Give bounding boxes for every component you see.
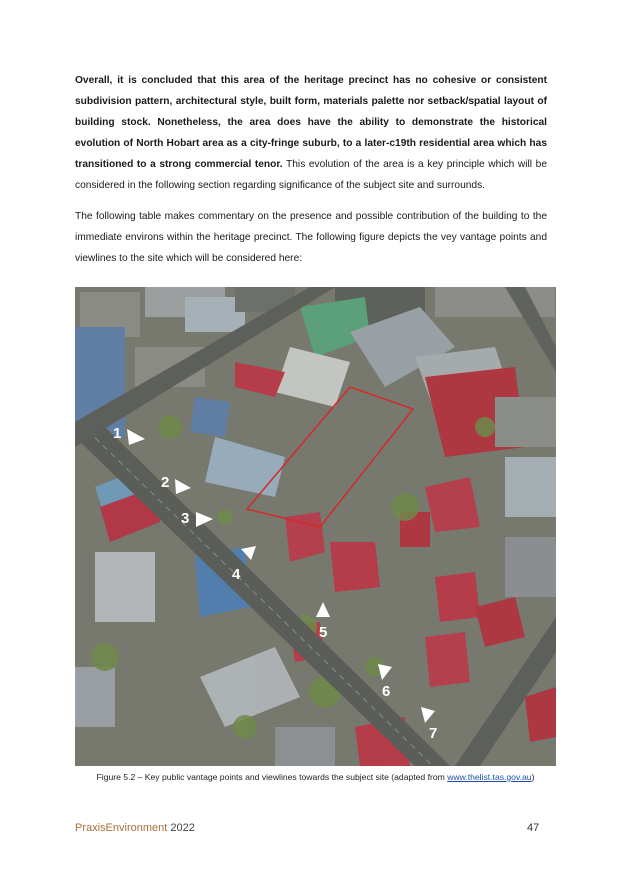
footer-brand bbox=[75, 822, 195, 834]
svg-text:5: 5 bbox=[319, 624, 328, 641]
svg-text:2: 2 bbox=[161, 474, 170, 491]
svg-text:3: 3 bbox=[181, 510, 190, 527]
aerial-map-figure bbox=[75, 287, 556, 766]
footer-org: PraxisEnvironment bbox=[75, 822, 168, 834]
figure-caption bbox=[75, 772, 556, 782]
svg-text:6: 6 bbox=[382, 683, 391, 700]
conclusion-bold-text: Overall, it is concluded that this area of the heritage precinct has no cohesive or consistent subdivision pattern, architectural style, built form, materials palette nor setback/spatial layout of building stock. Nonetheless, the area does have the ability to demonstrate the historical evolution of North Hobart area as a city-fringe suburb, to a later-c19th residential area which has transitioned to a strong commercial tenor. bbox=[75, 75, 547, 170]
svg-text:4: 4 bbox=[232, 566, 241, 583]
table-intro-paragraph: The following table makes commentary on the presence and possible contribution of the building to the immediate environs within the heritage precinct. The following figure depicts the vey vantage points and viewlines to the site which will be considered here: bbox=[75, 211, 547, 264]
footer-year: 2022 bbox=[167, 822, 195, 834]
svg-text:7: 7 bbox=[429, 725, 438, 742]
svg-text:1: 1 bbox=[113, 425, 122, 442]
source-link[interactable]: www.thelist.tas.gov.au bbox=[447, 772, 532, 782]
caption-close: ) bbox=[531, 772, 535, 782]
aerial-photo bbox=[75, 287, 556, 766]
conclusion-rest-text: This evolution of the area is a key principle which will be considered in the following section regarding significance of the subject site and surrounds. bbox=[75, 159, 547, 191]
caption-text: Figure 5.2 – Key public vantage points and viewlines towards the subject site (adapted from bbox=[96, 772, 448, 782]
page-number: 47 bbox=[527, 822, 540, 834]
conclusion-paragraph bbox=[75, 70, 547, 196]
